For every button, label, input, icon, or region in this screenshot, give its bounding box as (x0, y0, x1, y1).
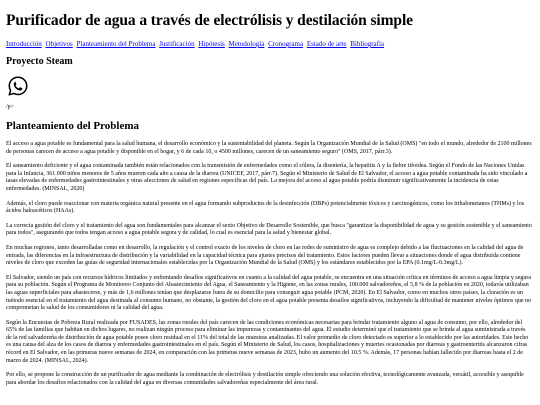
project-name: Proyecto Steam (6, 56, 73, 67)
nav-link-introduccion[interactable]: Introducción (6, 40, 42, 48)
paragraph: El Salvador, siendo un país con recursos hídricos limitados y enfrentando desafíos significativos en cuanto a la calidad del agua potable, se encuentra en una situación crítica en términos de acceso a agua limpia y segura para su población. Según el Programa de Monitoreo Conjunto del Abastecimiento del Agua, el Saneamiento y la Higiene, en las zonas rurales, 100.000 salvadoreños, el 5,8 % de la población en 2020, todavía utilizaban las aguas superficiales para abastecerse, y más de 1,6 millones tenían que desplazarse fuera de su domicilio para conseguir agua potable (PCM, 2020). En El Salvador, como en muchos otros países, la cloración es un método esencial en el tratamiento del agua destinada al consumo humano, no obstante, la gestión del cloro en el agua potable presenta desafíos significativos, incluyendo la dificultad de mantener niveles óptimos que no comprometan la salud de los consumidores ni la calidad del agua. (6, 274, 532, 312)
whatsapp-icon[interactable] (7, 75, 29, 97)
nav-link-justificacion[interactable]: Justificación (159, 40, 195, 48)
paragraph: En muchas regiones, tanto desarrolladas como en desarrollo, la regulación y el control exacto de los niveles de cloro en las redes de suministro de agua es complejo debido a las fluctuaciones en la calidad del agua de entrada, las diferencias en la infraestructura de distribución y la variabilidad en la capacidad técnica para ajustes precisos del tratamiento. Estos factores pueden llevar a situaciones donde el agua distribuida contiene niveles de cloro que exceden las guías de seguridad internacionales establecidas por la Organización Mundial de la Salud (OMS) y los estándares establecidos por la EPA (0.1mg/L-0.3mg/L). (6, 244, 524, 267)
paragraph: El saneamiento deficiente y el agua contaminada también están relacionados con la transmisión de enfermedades como el cólera, la disentería, la hepatitis A y la fiebre tifoidea. Según el Fondo de las Naciones Unidas para la Infancia, 361.000 niños menores de 5 años mueren cada año a causa de la diarrea (UNICEF, 2017, párr.7). Según el Ministerio de Salud de El Salvador, el acceso a agua potable contaminada ha sido vinculado a tasas elevadas de enfermedades gastrointestinales y otras afecciones de salud en regiones específicas del país. La mejora del acceso al agua potable podría disminuir significativamente la incidencia de estas enfermedades. (MINSAL, 2020) (6, 163, 528, 192)
paragraph: El acceso a agua potable es fundamental para la salud humana, el desarrollo económico y la sustentabilidad del planeta. Según la Organización Mundial de la Salud (OMS) "en todo el mundo, alrededor de 2100 millones de personas carecen de acceso a agua potable y disponible en el hogar, y 6 de cada 10, o 4500 millones, carecen de un saneamiento seguro" (OMS, 2017, párr.3). (6, 141, 532, 155)
section-title: Planteamiento del Problema (6, 120, 139, 132)
page-title: Purificador de agua a través de electrólisis y destilación simple (6, 12, 413, 29)
paragraph: Además, el cloro puede reaccionar con materia orgánica natural presente en el agua formando subproductos de la desinfección (DBPs) potencialmente tóxicos y carcinogénicos, como los trihalometanos (THMs) y los ácidos haloacéticos (HAAs). (6, 200, 525, 215)
nav-link-planteamiento[interactable]: Planteamiento del Problema (76, 40, 156, 48)
nav-link-estado-de-arte[interactable]: Estado de arte (306, 40, 347, 48)
paragraph: Según la Encuestas de Pobreza Rural realizada por FUSADES, las zonas rurales del país carecen de las condiciones económicas necesarias para brindar tratamiento alguno al agua de consumo, por ello, alrededor del 65% de las familias que habitan en dichos lugares, no realizan ningún proceso para eliminar las impurezas y contaminantes del agua. El estudio determinó que el tratamiento que se brinda al agua suministrada a través de la red salvadoreña de distribución de agua potable posee cloro residual en el 11% del total de las muestras analizadas. El valor promedio de cloro detectado es superior a lo establecido por las autoridades. Este hecho es una causa del alza de los casos de diarrea y enfermedades gastrointestinales en el país. Según el Ministerio de Salud, los casos, hospitalizaciones y muertes ocasionadas por diarreas y gastroenteritis alcanzaron cifras récord en El Salvador, en las primeras nueve semanas de 2024, en comparación con las primeras nueve semanas de 2023, hubo un aumento del 10.5 %. Además, 17 personas habían fallecido por diarreas hasta el 2 de marzo de 2024. (MINSAL, 2024). (6, 319, 529, 364)
stray-text: /p> (6, 104, 15, 110)
paragraph: La correcta gestión del cloro y el tratamiento del agua son fundamentales para alcanzar el sexto Objetivo de Desarrollo Sostenible, que busca "garantizar la disponibilidad de agua y su gestión sostenible y el saneamiento para todos", asegurando que todos tengan acceso a agua potable segura y de calidad, lo cual es esencial para la salud y bienestar global. (6, 222, 532, 237)
nav-link-metodologia[interactable]: Metodología (228, 40, 265, 48)
nav-link-bibliografia[interactable]: Bibliografía (350, 40, 385, 48)
nav-link-objetivos[interactable]: Objetivos (45, 40, 73, 48)
nav-link-hipotesis[interactable]: Hipótesis (198, 40, 225, 48)
top-nav (6, 40, 532, 48)
nav-link-cronograma[interactable]: Cronograma (268, 40, 304, 48)
paragraph: Por ello, se propone la construcción de un purificador de agua mediante la combinación de electrólisis y destilación simple ofreciendo una solución efectiva, tecnológicamente avanzada, versátil, accesible y asequible para abordar los desafíos relacionados con la calidad del agua en diversas comunidades salvadoreñas especialmente del área rural. (6, 372, 524, 386)
